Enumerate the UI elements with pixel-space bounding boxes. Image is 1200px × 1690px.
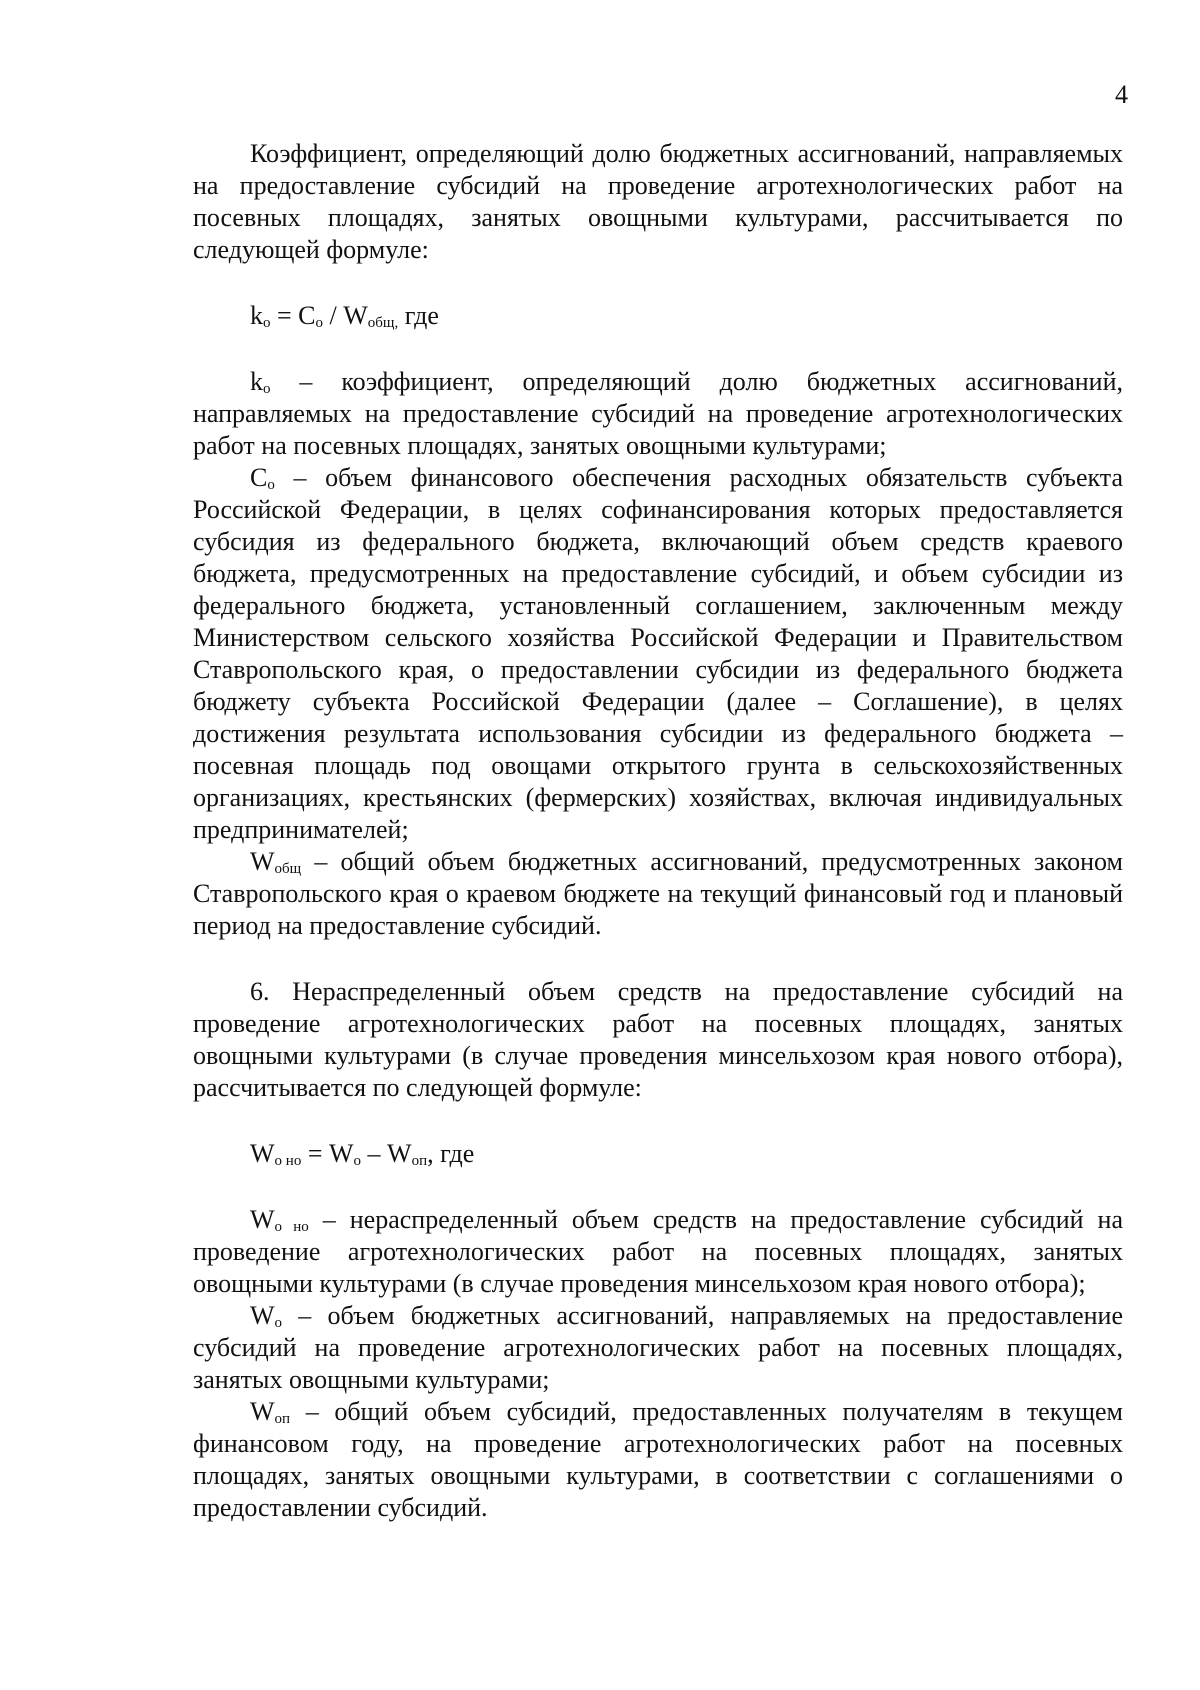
definition-subscript: общ xyxy=(274,861,302,877)
definition-text: – коэффициент, определяющий долю бюджетных ассигнований, направляемых на предоставление субсидий на проведение агротехнологических работ на посевных площадях, занятых овощными культурами; xyxy=(193,367,1123,460)
formula-minus: – xyxy=(361,1139,388,1168)
definition-subscript: оп xyxy=(274,1411,291,1427)
formula-equals: = xyxy=(301,1139,329,1168)
definition-symbol: k xyxy=(250,367,263,396)
formula-w1-symbol: W xyxy=(250,1139,275,1168)
formula-k-o xyxy=(193,300,1123,332)
spacer xyxy=(193,332,1123,366)
formula-k-symbol: k xyxy=(250,301,263,330)
formula-w-o-no xyxy=(193,1138,1123,1170)
definition-symbol: W xyxy=(250,1397,275,1426)
formula-w-subscript: общ, xyxy=(367,315,399,331)
definition-text: – общий объем субсидий, предоставленных получателям в текущем финансовом году, на проведение агротехнологических работ на посевных площадях, занятых овощными культурами, в соответствии с соглашениями о предоставлении субсидий. xyxy=(193,1397,1123,1522)
formula-k-subscript: о xyxy=(263,315,271,331)
formula-w3-subscript: оп xyxy=(411,1153,428,1169)
definition-text: – нераспределенный объем средств на предоставление субсидий на проведение агротехнологических работ на посевных площадях, занятых овощными культурами (в случае проведения минсельхозом края нового отбора); xyxy=(193,1205,1124,1298)
definition-c-o xyxy=(193,462,1123,846)
definition-text: – объем бюджетных ассигнований, направляемых на предоставление субсидий на проведение агротехнологических работ на посевных площадях, занятых овощными культурами; xyxy=(193,1301,1123,1394)
definition-symbol: W xyxy=(250,847,275,876)
definition-k-o xyxy=(193,366,1123,462)
formula-w-symbol: W xyxy=(343,301,368,330)
definition-symbol: W xyxy=(250,1301,275,1330)
definition-subscript: о но xyxy=(274,1219,309,1235)
spacer xyxy=(193,266,1123,300)
spacer xyxy=(193,1104,1123,1138)
formula-w1-subscript: о но xyxy=(274,1153,302,1169)
intro-paragraph: Коэффициент, определяющий долю бюджетных ассигнований, направляемых на предоставление субсидий на проведение агротехнологических работ на посевных площадях, занятых овощными культурами, рассчитывается по следующей формуле: xyxy=(193,139,1123,264)
definition-text: – объем финансового обеспечения расходных обязательств субъекта Российской Федерации, в целях софинансирования которых предоставляется субсидия из федерального бюджета, включающий объем средств краевого бюджета, предусмотренных на предоставление субсидий, и объем субсидии из федерального бюджета, установленный соглашением, заключенным между Министерством сельского хозяйства Российской Федерации и Правительством Ставропольского края, о предоставлении субсидии из федерального бюджета бюджету субъекта Российской Федерации (далее – Соглашение), в целях достижения результата использования субсидии из федерального бюджета – посевная площадь под овощами открытого грунта в сельскохозяйственных организациях, крестьянских (фермерских) хозяйствах, включая индивидуальных предпринимателей; xyxy=(193,463,1123,844)
definition-w-obshch xyxy=(193,846,1123,942)
definition-subscript: о xyxy=(263,381,271,397)
formula-c-symbol: С xyxy=(298,301,316,330)
definition-w-o xyxy=(193,1300,1123,1396)
definition-text: – общий объем бюджетных ассигнований, предусмотренных законом Ставропольского края о краевом бюджете на текущий финансовый год и плановый период на предоставление субсидий. xyxy=(193,847,1123,940)
definition-w-o-no xyxy=(193,1204,1123,1300)
definition-w-op xyxy=(193,1396,1123,1524)
definition-symbol: С xyxy=(250,463,268,492)
formula-divide: / xyxy=(323,301,344,330)
formula-c-subscript: о xyxy=(315,315,324,331)
formula-equals: = xyxy=(270,301,299,330)
definition-subscript: о xyxy=(267,477,275,493)
section-6-paragraph: 6. Нераспределенный объем средств на предоставление субсидий на проведение агротехнологических работ на посевных площадях, занятых овощными культурами (в случае проведения минсельхозом края нового отбора), рассчитывается по следующей формуле: xyxy=(193,977,1123,1102)
spacer xyxy=(193,1170,1123,1204)
formula-tail: , где xyxy=(427,1139,475,1168)
formula-tail: где xyxy=(398,301,439,330)
document-body xyxy=(193,138,1123,1524)
definition-subscript: о xyxy=(274,1315,283,1331)
formula-w2-symbol: W xyxy=(329,1139,354,1168)
definition-symbol: W xyxy=(250,1205,275,1234)
spacer xyxy=(193,942,1123,976)
formula-w3-symbol: W xyxy=(387,1139,412,1168)
page-number: 4 xyxy=(1115,80,1128,109)
formula-w2-subscript: о xyxy=(353,1153,362,1169)
